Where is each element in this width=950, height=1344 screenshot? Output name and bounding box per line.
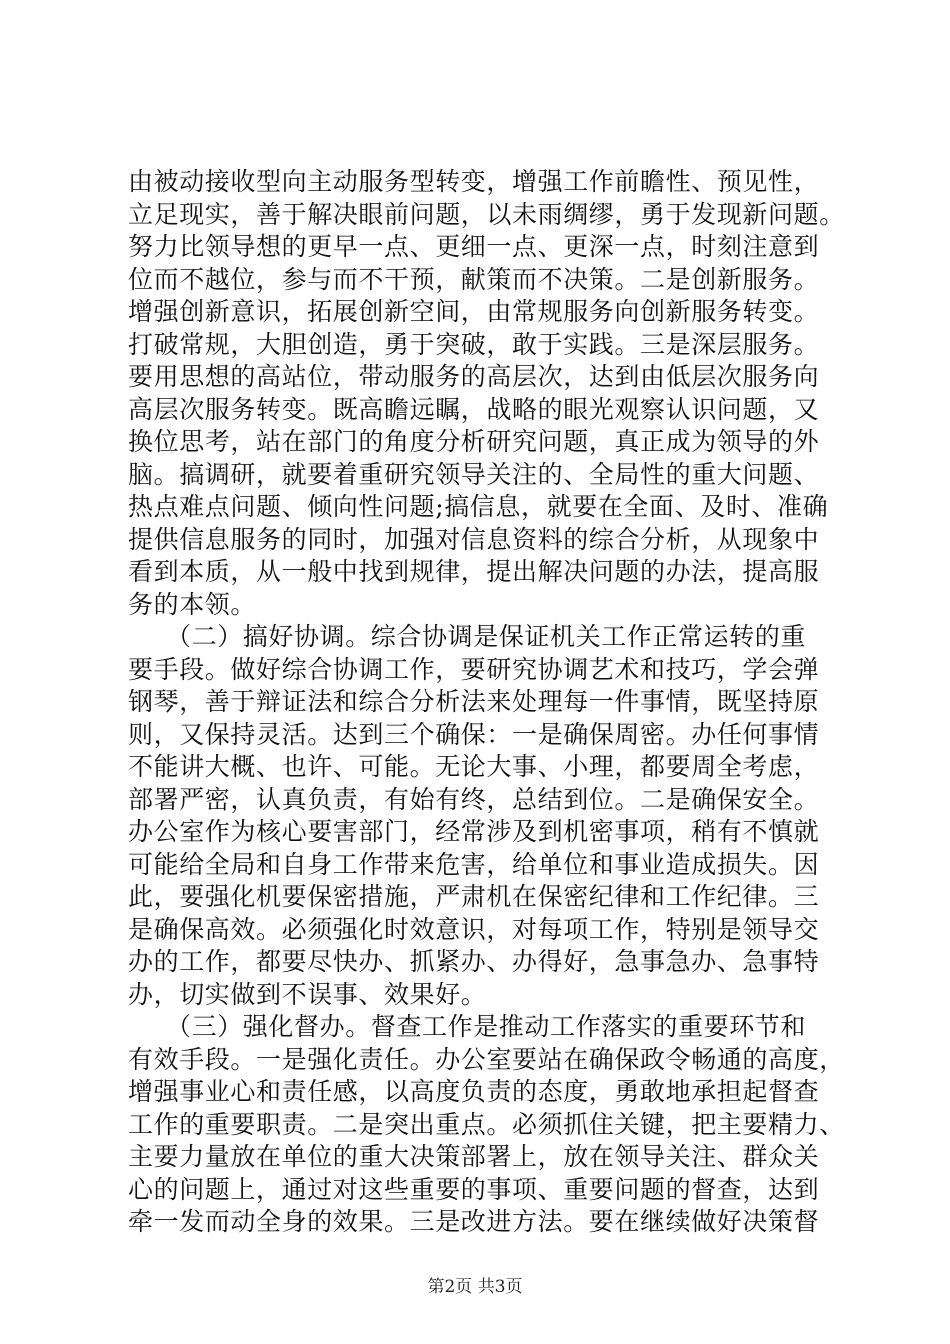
text-line: 办，切实做到不误事、效果好。: [128, 979, 487, 1009]
text-line: 办的工作，都要尽快办、抓紧办、办得好，急事急办、急事特: [128, 947, 820, 976]
text-line: 脑。搞调研，就要着重研究领导关注的、全局性的重大问题、: [128, 459, 820, 489]
text-line: 部署严密，认真负责，有始有终，总结到位。二是确保安全。: [128, 784, 820, 814]
text-line: 打破常规，大胆创造，勇于突破，敢于实践。三是深层服务。: [128, 329, 820, 359]
text-line: 位而不越位，参与而不干预，献策而不决策。二是创新服务。: [128, 264, 820, 294]
page-footer: 第2页 共3页: [427, 1277, 523, 1297]
text-line: 增强创新意识，拓展创新空间，由常规服务向创新服务转变。: [128, 297, 820, 326]
document-body: [128, 166, 845, 1239]
text-line: 则，又保持灵活。达到三个确保：一是确保周密。办任何事情: [128, 719, 820, 749]
text-line: 钢琴，善于辩证法和综合分析法来处理每一件事情，既坚持原: [128, 687, 820, 716]
text-line: 主要力量放在单位的重大决策部署上，放在领导关注、群众关: [128, 1142, 820, 1171]
text-line: 有效手段。一是强化责任。办公室要站在确保政令畅通的高度，: [128, 1044, 845, 1074]
text-line: 工作的重要职责。二是突出重点。必须抓住关键，把主要精力、: [128, 1109, 845, 1139]
text-line: 高层次服务转变。既高瞻远瞩，战略的眼光观察认识问题，又: [128, 394, 820, 424]
section-heading-line: （二）搞好协调。综合协调是保证机关工作正常运转的重: [166, 622, 807, 651]
text-line: 增强事业心和责任感，以高度负责的态度，勇敢地承担起督查: [128, 1077, 820, 1106]
text-line: 要手段。做好综合协调工作，要研究协调艺术和技巧，学会弹: [128, 654, 820, 684]
text-line: 立足现实，善于解决眼前问题，以未雨绸缪，勇于发现新问题。: [128, 199, 845, 229]
text-line: 换位思考，站在部门的角度分析研究问题，真正成为领导的外: [128, 427, 820, 456]
text-line: 可能给全局和自身工作带来危害，给单位和事业造成损失。因: [128, 849, 820, 879]
text-line: 不能讲大概、也许、可能。无论大事、小理，都要周全考虑，: [128, 752, 820, 781]
text-line: 看到本质，从一般中找到规律，提出解决问题的办法，提高服: [128, 557, 820, 586]
text-line: 心的问题上，通过对这些重要的事项、重要问题的督查，达到: [128, 1174, 820, 1204]
text-line: 要用思想的高站位，带动服务的高层次，达到由低层次服务向: [128, 362, 820, 391]
section-heading-line: （三）强化督办。督查工作是推动工作落实的重要环节和: [166, 1012, 807, 1041]
text-line: 此，要强化机要保密措施，严肃机在保密纪律和工作纪律。三: [128, 882, 820, 911]
text-line: 努力比领导想的更早一点、更细一点、更深一点，时刻注意到: [128, 232, 820, 261]
text-line: 热点难点问题、倾向性问题;搞信息，就要在全面、及时、准确: [128, 492, 829, 521]
text-line: 务的本领。: [128, 589, 257, 619]
text-line: 由被动接收型向主动服务型转变，增强工作前瞻性、预见性，: [128, 167, 820, 196]
text-line: 办公室作为核心要害部门，经常涉及到机密事项，稍有不慎就: [128, 817, 820, 846]
text-line: 是确保高效。必须强化时效意识，对每项工作，特别是领导交: [128, 914, 820, 944]
text-line: 牵一发而动全身的效果。三是改进方法。要在继续做好决策督: [128, 1207, 820, 1236]
text-line: 提供信息服务的同时，加强对信息资料的综合分析，从现象中: [128, 524, 820, 554]
